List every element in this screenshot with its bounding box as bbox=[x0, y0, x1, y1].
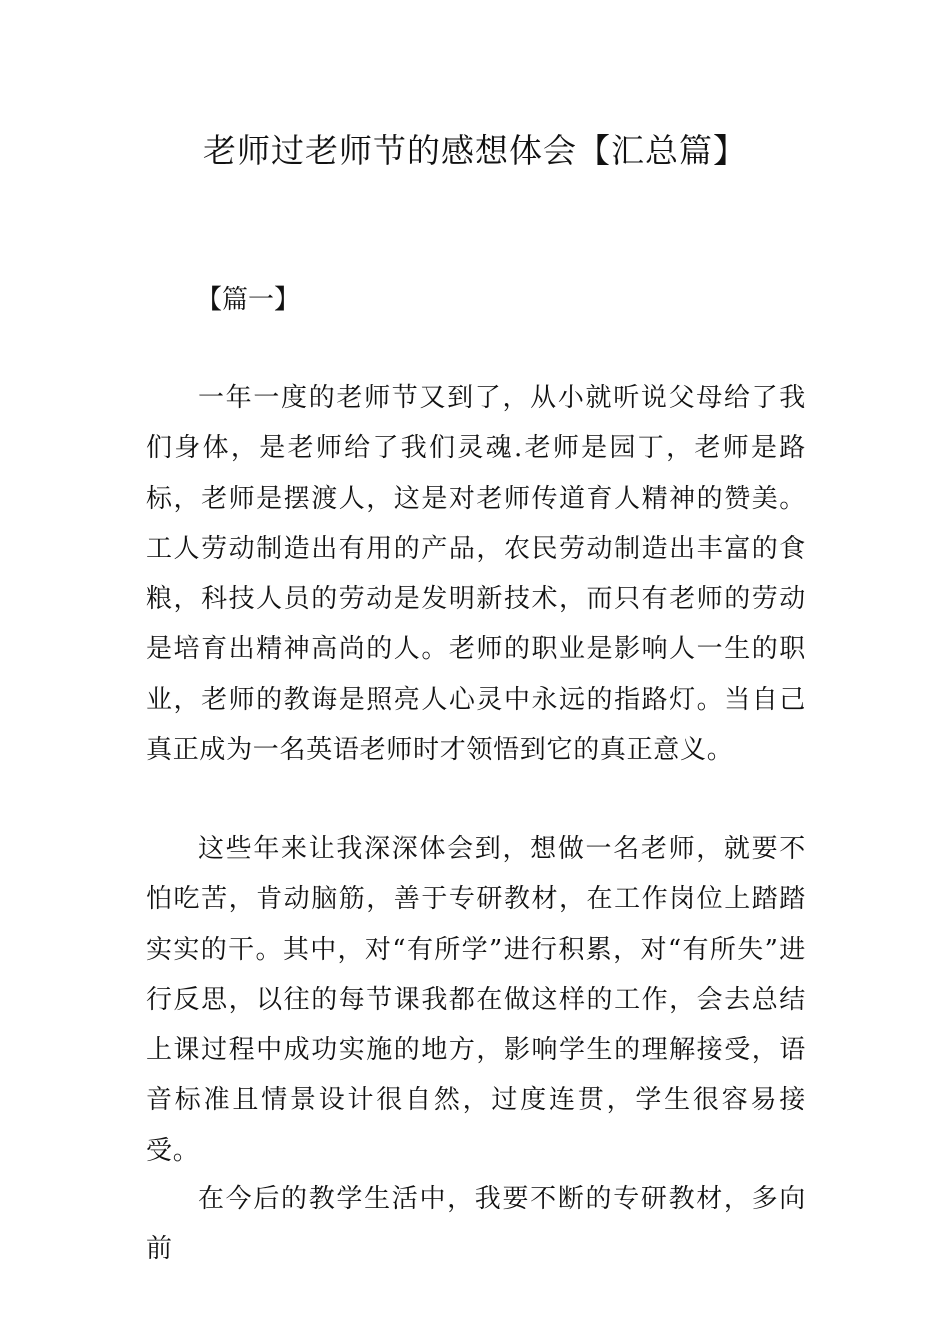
paragraph: 这些年来让我深深体会到，想做一名老师，就要不怕吃苦，肯动脑筋，善于专研教材，在工作岗位上踏踏实实的干。其中，对“有所学”进行积累，对“有所失”进行反思，以往的每节课我都在做这样的工作，会去总结上课过程中成功实施的地方，影响学生的理解接受，语音标准且情景设计很自然，过度连贯，学生很容易接受。 bbox=[146, 834, 806, 1166]
document-title: 老师过老师节的感想体会【汇总篇】 bbox=[203, 131, 747, 170]
paragraph: 在今后的教学生活中，我要不断的专研教材，多向前 bbox=[146, 1184, 806, 1265]
section-heading: 【篇一】 bbox=[196, 285, 301, 315]
paragraph: 一年一度的老师节又到了，从小就听说父母给了我们身体，是老师给了我们灵魂.老师是园丁，老师是路标，老师是摆渡人，这是对老师传道育人精神的赞美。工人劳动制造出有用的产品，农民劳动制造出丰富的食粮，科技人员的劳动是发明新技术，而只有老师的劳动是培育出精神高尚的人。老师的职业是影响人一生的职业，老师的教诲是照亮人心灵中永远的指路灯。当自己真正成为一名英语老师时才领悟到它的真正意义。 bbox=[146, 383, 806, 766]
